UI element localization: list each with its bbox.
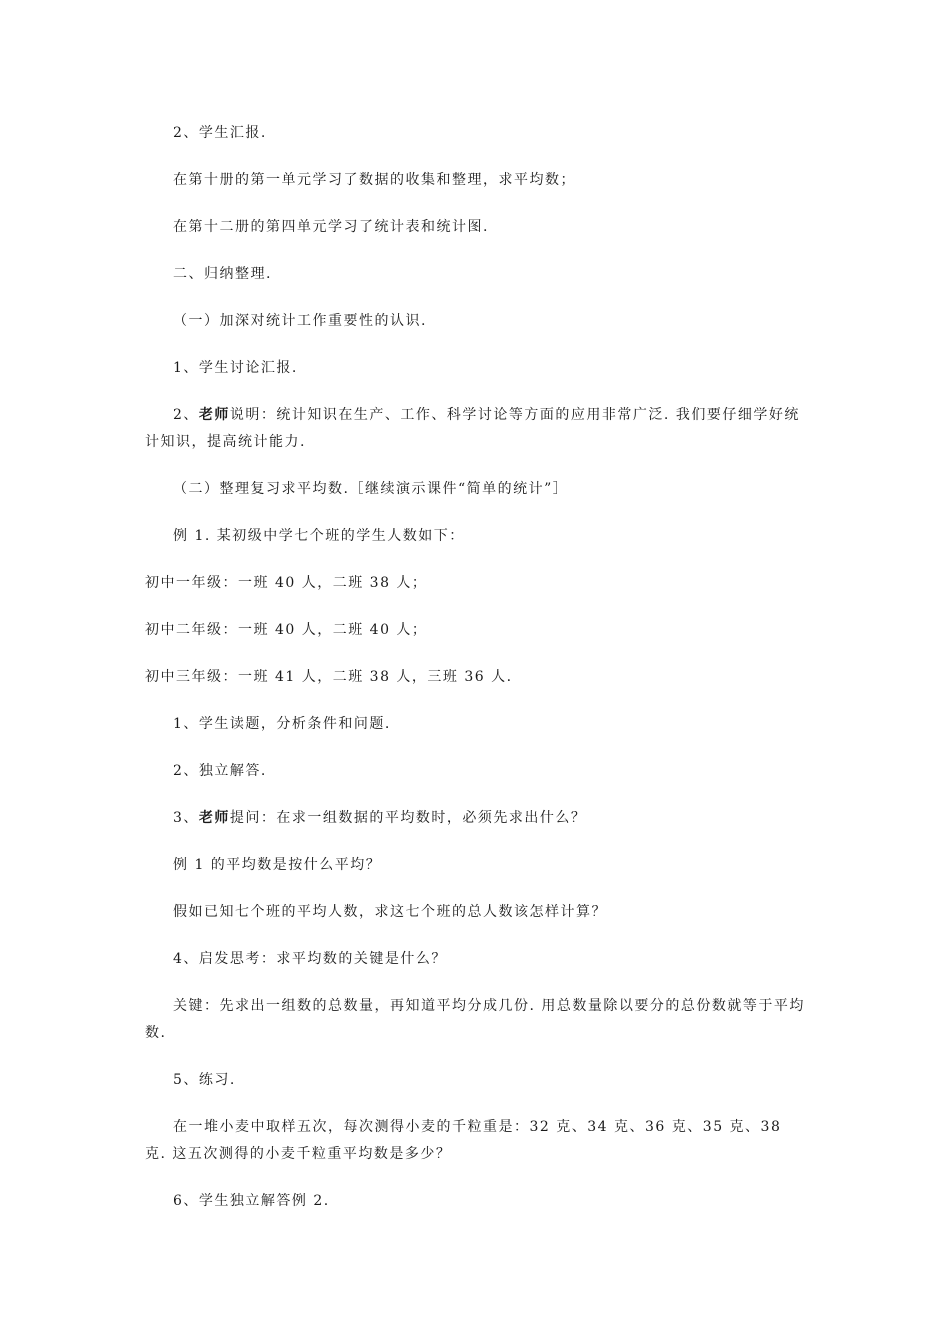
paragraph	[145, 167, 807, 194]
paragraph	[145, 711, 807, 738]
text-run: 2、学生汇报.	[173, 125, 267, 141]
subsection-heading	[145, 308, 807, 335]
paragraph	[145, 1188, 807, 1215]
text-run: 例 1 的平均数是按什么平均？	[173, 857, 382, 873]
text-run: 6、学生独立解答例 2.	[173, 1193, 330, 1209]
paragraph	[145, 758, 807, 785]
text-run: 5、练习.	[173, 1072, 236, 1088]
paragraph	[145, 805, 807, 832]
text-run: 关键：先求出一组数的总数量，再知道平均分成几份. 用总数量除以要分的总份数就等于平均数.	[145, 998, 805, 1041]
text-run: 提问：在求一组数据的平均数时，必须先求出什么？	[229, 810, 587, 826]
paragraph	[145, 1067, 807, 1094]
paragraph	[145, 355, 807, 382]
data-line	[145, 617, 807, 644]
bold-text-run: 老师	[198, 407, 230, 423]
text-run: 初中三年级：一班 41 人，二班 38 人，三班 36 人.	[145, 669, 513, 685]
section-heading	[145, 261, 807, 288]
text-run: 初中二年级：一班 40 人，二班 40 人；	[145, 622, 428, 638]
document-page	[145, 120, 807, 1235]
text-run: 在第十二册的第四单元学习了统计表和统计图.	[173, 219, 489, 235]
bold-text-run: 老师	[198, 810, 230, 826]
text-run: （一）加深对统计工作重要性的认识.	[173, 313, 427, 329]
paragraph	[145, 946, 807, 973]
text-run: （二）整理复习求平均数.［继续演示课件“简单的统计”］	[173, 481, 569, 497]
text-run: 2、独立解答.	[173, 763, 267, 779]
data-line	[145, 664, 807, 691]
text-run: 2、	[173, 407, 199, 423]
example-heading	[145, 523, 807, 550]
text-run: 假如已知七个班的平均人数，求这七个班的总人数该怎样计算？	[173, 904, 607, 920]
data-line	[145, 570, 807, 597]
paragraph	[145, 120, 807, 147]
text-run: 说明：统计知识在生产、工作、科学讨论等方面的应用非常广泛. 我们要仔细学好统计知识，提高统计能力.	[145, 407, 800, 450]
text-run: 1、学生读题，分析条件和问题.	[173, 716, 391, 732]
paragraph	[145, 852, 807, 879]
text-run: 4、启发思考：求平均数的关键是什么？	[173, 951, 447, 967]
paragraph	[145, 1114, 807, 1168]
paragraph	[145, 402, 807, 456]
subsection-heading	[145, 476, 807, 503]
paragraph	[145, 214, 807, 241]
text-run: 在第十册的第一单元学习了数据的收集和整理，求平均数；	[173, 172, 576, 188]
text-run: 例 1. 某初级中学七个班的学生人数如下：	[173, 528, 465, 544]
paragraph	[145, 899, 807, 926]
text-run: 二、归纳整理.	[173, 266, 272, 282]
text-run: 在一堆小麦中取样五次，每次测得小麦的千粒重是：32 克、34 克、36 克、35 克、38 克. 这五次测得的小麦千粒重平均数是多少？	[145, 1119, 782, 1162]
text-run: 1、学生讨论汇报.	[173, 360, 298, 376]
text-run: 初中一年级：一班 40 人，二班 38 人；	[145, 575, 428, 591]
paragraph	[145, 993, 807, 1047]
text-run: 3、	[173, 810, 199, 826]
